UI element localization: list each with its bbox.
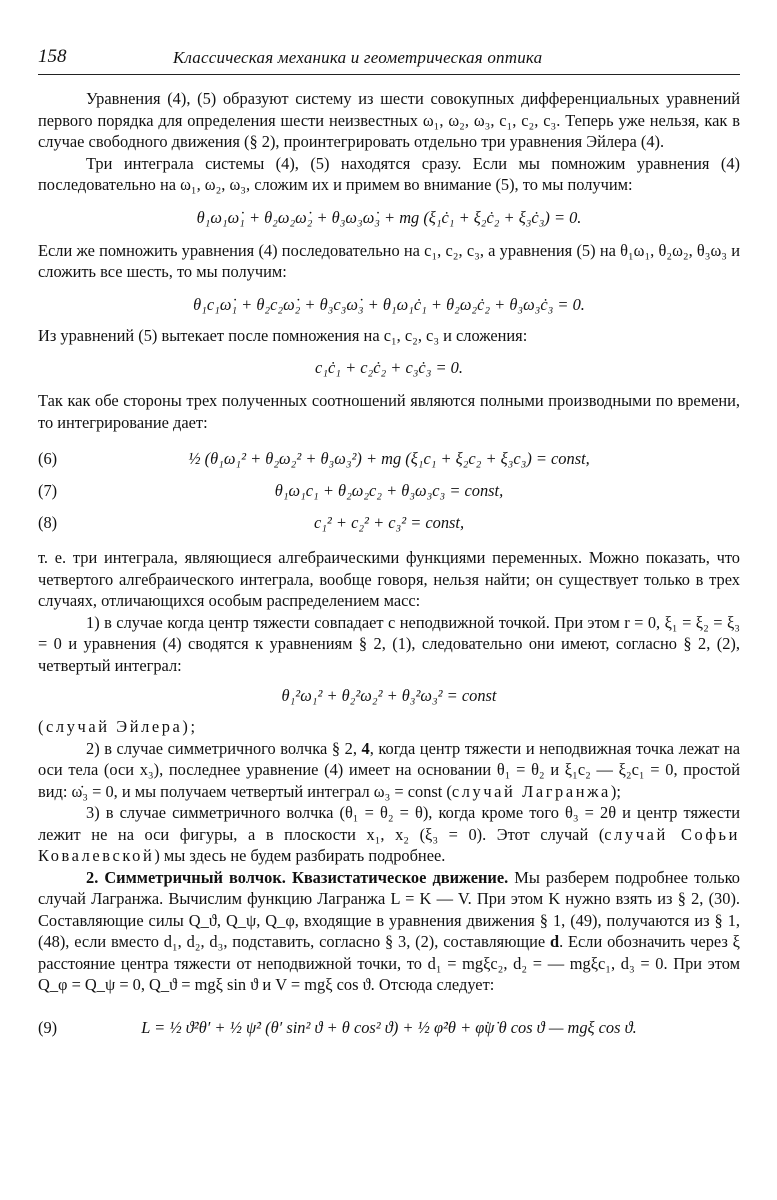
running-title: Классическая механика и геометрическая оптика (173, 48, 543, 67)
case-label: случай Софьи Ковалевской (38, 824, 740, 865)
numbered-equation (38, 507, 740, 539)
page-number: 158 (38, 46, 67, 67)
numbered-equation (38, 1012, 740, 1044)
paragraph: 2) в случае симметричного волчка § 2, 4, когда центр тяжести и неподвижная точка лежат на оси тела (оси x₃), последнее уравнение (4) имеет на основании θ₁ = θ₂ и ξ₁c₂ — ξ₂c₁ = 0, простой вид: ω̇₃ = 0, и мы получаем четвертый интеграл ω₃ = const (случай Лагранжа); (38, 738, 740, 801)
section-heading: 2. Симметричный волчок. Квазистатическое движение. (86, 867, 509, 887)
equation-number: (9) (38, 1017, 58, 1037)
case-label: случай Лагранжа (451, 781, 611, 801)
paragraph: 3) в случае симметричного волчка (θ₁ = θ₂ = θ), когда кроме того θ₃ = 2θ и центр тяжести лежит не на оси фигуры, а в плоскости x₁, x₂ (ξ₃ = 0). Этот случай (случай Софьи Ковалевской) мы здесь не будем разбирать подробнее. (38, 803, 740, 865)
page-header (38, 44, 740, 70)
paragraph: т. е. три интеграла, являющиеся алгебраическими функциями переменных. Можно показать, что четвертого алгебраического интеграла, вообще говоря, нельзя найти; он существует только в трех случаях, отличающихся особым распределением масс: (38, 548, 740, 610)
paragraph (38, 716, 740, 738)
page-body (38, 88, 740, 1044)
equation: θ₁²ω₁² + θ₂²ω₂² + θ₃²ω₃² = const (281, 686, 497, 705)
equation-number: (7) (38, 481, 58, 500)
equation-body: L = ½ ϑ̇²θ′ + ½ ψ̇² (θ′ sin² ϑ + θ cos² ϑ) + ½ φ̇²θ + φ̇ψ̇ θ cos ϑ — mgξ cos ϑ. (141, 1017, 637, 1037)
equation: θ₁c₁ω̇₁ + θ₂c₂ω̇₂ + θ₃c₃ω̇₃ + θ₁ω₁ċ₁ + θ₂ω₂ċ₂ + θ₃ω₃ċ₃ = 0. (193, 294, 585, 314)
paragraph: 2. Симметричный волчок. Квазистатическое движение. Мы разберем подробнее только случай Лагранжа. Вычислим функцию Лагранжа L = K — V. При этом K нужно взять из § 2, (30). Составляющие силы Q_ϑ, Q_ψ, Q_φ, входящие в уравнения движения § 1, (49), получаются из § 1, (48), если вместо d₁, d₂, d₃, подставить, согласно § 3, (2), составляющие d. Если обозначить через ξ расстояние центра тяжести от неподвижной точки, то d₁ = mgξc₂, d₂ = — mgξc₁, d₃ = 0. При этом Q_φ = Q_ψ = 0, Q_ϑ = mgξ sin ϑ и V = mgξ cos ϑ. Отсюда следует: (38, 867, 740, 994)
header-rule (38, 74, 740, 75)
paragraph: Три интеграла системы (4), (5) находятся сразу. Если мы помножим уравнения (4) последовательно на ω₁, ω₂, ω₃, сложим их и примем во внимание (5), то мы получим: (38, 153, 740, 194)
equation-number: (8) (38, 513, 58, 532)
equation: c₁ċ₁ + c₂ċ₂ + c₃ċ₃ = 0. (315, 358, 463, 377)
equation-body: ½ (θ₁ω₁² + θ₂ω₂² + θ₃ω₃²) + mg (ξ₁c₁ + ξ₂c₂ + ξ₃c₃) = const, (188, 449, 590, 468)
paragraph: 1) в случае когда центр тяжести совпадает с неподвижной точкой. При этом r = 0, ξ₁ = ξ₂ = ξ₃ = 0 и уравнения (4) сводятся к уравнениям § 2, (1), следовательно они имеют, согласно § 2, (2), четвертый интеграл: (38, 612, 740, 675)
equation-body: c₁² + c₂² + c₃² = const, (313, 513, 465, 532)
paragraph: Так как обе стороны трех полученных соотношений являются полными производными по времени, то интегрирование дает: (38, 391, 740, 432)
paragraph: Уравнения (4), (5) образуют систему из шести совокупных дифференциальных уравнений первого порядка для определения шести неизвестных ω₁, ω₂, ω₃, c₁, c₂, c₃. Теперь уже нельзя, как в случае свободного движения (§ 2), проинтегрировать отдельно три уравнения Эйлера (4). (38, 89, 740, 151)
equation: θ₁ω₁ω̇₁ + θ₂ω₂ω̇₂ + θ₃ω₃ω̇₃ + mg (ξ₁ċ₁ + ξ₂ċ₂ + ξ₃ċ₃) = 0. (196, 207, 582, 227)
numbered-equation (38, 443, 740, 475)
case-label: (случай Эйлера); (38, 717, 198, 736)
paragraph: Из уравнений (5) вытекает после помножения на c₁, c₂, c₃ и сложения: (38, 325, 528, 345)
equation-number: (6) (38, 449, 58, 468)
equation-body: θ₁ω₁c₁ + θ₂ω₂c₂ + θ₃ω₃c₃ = const, (274, 481, 504, 500)
paragraph: Если же помножить уравнения (4) последовательно на c₁, c₂, c₃, а уравнения (5) на θ₁ω₁, θ₂ω₂, θ₃ω₃ и сложить все шесть, то мы получим: (38, 240, 740, 281)
numbered-equation (38, 475, 740, 507)
